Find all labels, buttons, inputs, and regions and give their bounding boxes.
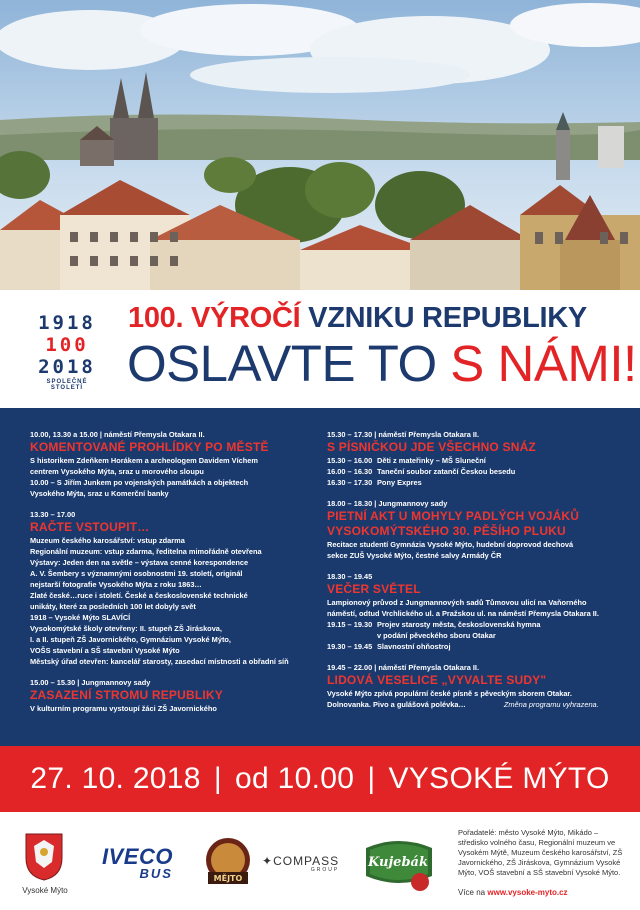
event-line: Recitace studentí Gymnázia Vysoké Mýto, hudební doprovod dechová [327, 540, 574, 549]
program-left-column [30, 430, 310, 725]
event-line: Městský úřad otevřen: kancelář starosty, zasedací místnosti a obřadní síň [30, 657, 289, 666]
schedule-text: v podání pěveckého sboru Otakar [377, 631, 496, 640]
separator: | [358, 762, 385, 795]
schedule-row [327, 641, 617, 652]
coat-of-arms-icon [24, 832, 64, 882]
schedule-time: 16.00 – 16.30 [327, 467, 373, 476]
event-title: LIDOVÁ VESELICE „VYVALTE SUDY" [327, 673, 547, 687]
event-line: I. a II. stupeň ZŠ Javornického, Gymnázium Vysoké Mýto, [30, 635, 231, 644]
event-title: RAČTE VSTOUPIT… [30, 520, 150, 534]
event-line: Regionální muzeum: vstup zdarma, ředitelna mimořádně otevřena [30, 547, 262, 556]
event-line: Vysokomýtské školy otevřeny: II. stupeň ZŠ Jiráskova, [30, 624, 222, 633]
logo-year-start: 1918 [38, 312, 96, 334]
schedule-time: 15.30 – 16.00 [327, 456, 373, 465]
event-folk-party [327, 663, 617, 710]
schedule-row [327, 630, 617, 641]
event-line: Výstavy: Jeden den na světle – výstava cenné korespondence [30, 558, 249, 567]
event-line: sekce ZUŠ Vysoké Mýto, čestné salvy Armády ČR [327, 551, 502, 560]
event-date: 27. 10. 2018 [30, 762, 201, 795]
program-change-note: Změna programu vyhrazena. [503, 700, 599, 709]
mejto-logo [204, 836, 252, 890]
compass-group-logo [262, 854, 339, 873]
event-place: VYSOKÉ MÝTO [388, 762, 610, 795]
title-band [0, 290, 640, 408]
event-line: A. V. Šembery s významnými osobnostmi 19. století, originál [30, 569, 243, 578]
program-right-column [327, 430, 617, 721]
event-line: VOŠS stavební a SŠ stavební Vysoké Mýto [30, 646, 180, 655]
schedule-text: Taneční soubor zatančí Českou besedu [377, 467, 516, 476]
event-meta: 10.00, 13.30 a 15.00 | náměstí Přemysla Otakara II. [30, 430, 205, 439]
logo-tagline: SPOLEČNÉ STOLETÍ [46, 379, 88, 391]
event-songs [327, 430, 617, 488]
event-open-doors [30, 510, 310, 667]
event-evening-lights [327, 572, 617, 652]
event-line: náměstí, odtud Vrchlického ul. a Pražskou ul. na náměstí Přemysla Otakara II. [327, 609, 599, 618]
date-bar [0, 746, 640, 812]
event-meta: 15.00 – 15.30 | Jungmannovy sady [30, 678, 151, 687]
town-panorama-photo [0, 0, 640, 290]
event-tree-planting [30, 678, 310, 714]
centenary-logo [30, 312, 104, 391]
compass-group-text: GROUP [310, 867, 340, 873]
event-meta: 18.30 – 19.45 [327, 572, 373, 581]
event-meta: 15.30 – 17.30 | náměstí Přemysla Otakara II. [327, 430, 480, 439]
schedule-row [327, 466, 617, 477]
coat-label: Vysoké Mýto [22, 886, 68, 895]
event-title: KOMENTOVANÉ PROHLÍDKY PO MĚSTĚ [30, 440, 269, 454]
event-time: od 10.00 [235, 762, 355, 795]
website-link[interactable]: www.vysoke-myto.cz [487, 888, 568, 897]
event-line-text: Dolnovanka. Pivo a gulášová polévka… [327, 700, 466, 709]
event-title: VEČER SVĚTEL [327, 582, 421, 596]
event-title-cont: VYSOKOMÝTSKÉHO 30. PĚŠÍHO PLUKU [327, 524, 566, 538]
sponsors-strip [0, 812, 640, 910]
event-line: 1918 – Vysoké Mýto SLAVÍCÍ [30, 613, 131, 622]
event-memorial [327, 499, 617, 561]
panorama-illustration [0, 0, 640, 290]
event-line: Zlaté české…ruce i století. České a československé technické [30, 591, 248, 600]
program-section [0, 408, 640, 746]
event-line: centrem Vysokého Mýta, sraz u morového sloupu [30, 467, 204, 476]
website-prefix: Více na [458, 888, 486, 897]
schedule-text: Projev starosty města, československá hymna [377, 620, 541, 629]
schedule-time: 19.15 – 19.30 [327, 620, 373, 629]
event-meta: 19.45 – 22.00 | náměstí Přemysla Otakara II. [327, 663, 480, 672]
schedule-text: Pony Expres [377, 478, 422, 487]
logo-year-end: 2018 [38, 356, 96, 378]
event-guided-tours [30, 430, 310, 499]
event-line: nejstarší fotografie Vysokého Mýta z roku 1863… [30, 580, 202, 589]
event-title: ZASAZENÍ STROMU REPUBLIKY [30, 688, 224, 702]
iveco-logo-text: IVECO [102, 844, 173, 869]
schedule-row [327, 477, 617, 488]
headline-with-us: S NÁMI! [450, 335, 637, 392]
schedule-row [327, 619, 617, 630]
schedule-time: 16.30 – 17.30 [327, 478, 373, 487]
event-title: PIETNÍ AKT U MOHYLY PADLÝCH VOJÁKŮ [327, 509, 580, 523]
event-meta: 13.30 – 17.00 [30, 510, 76, 519]
headline-celebrate: OSLAVTE TO [127, 335, 437, 392]
iveco-bus-logo [102, 844, 173, 881]
schedule-text: Slavnostní ohňostroj [377, 642, 451, 651]
event-line: unikáty, které za posledních 100 let dobyly svět [30, 602, 196, 611]
headline-anniversary: 100. VÝROČÍ [128, 302, 301, 334]
kujebak-logo [362, 836, 436, 894]
event-line: V kulturním programu vystoupí žáci ZŠ Javornického [30, 704, 217, 713]
event-line: Vysoké Mýto zpívá populární české písně s pěveckým sborem Otakar. [327, 689, 572, 698]
schedule-text: Děti z mateřinky – MŠ Sluneční [377, 456, 486, 465]
headline-line-1 [128, 302, 587, 335]
event-line [327, 699, 617, 710]
event-line: Muzeum českého karosářství: vstup zdarma [30, 536, 185, 545]
headline-line-2 [127, 334, 637, 393]
event-title: S PÍSNIČKOU JDE VŠECHNO SNÁZ [327, 440, 536, 454]
event-line: Lampionový průvod z Jungmannových sadů Tůmovou ulicí na Vaňorného [327, 598, 587, 607]
separator: | [205, 762, 231, 795]
compass-star-icon: ✦ [262, 854, 274, 868]
event-line: Vysokého Mýta, sraz u Komerční banky [30, 489, 169, 498]
kujebak-logo-text: Kujebák [368, 855, 428, 870]
organizers-text: Pořadatelé: město Vysoké Mýto, Mikádo – středisko volného času, Regionální muzeum ve Vysokém Mýtě, Muzeum českého karosářství, ZŠ Javornického, ZŠ Jiráskova, Gymnázium Vysoké Mýto, VOŠ stavební a SŠ stavební Vysoké Mýto. [458, 828, 623, 877]
event-line: S historikem Zdeňkem Horákem a archeologem Davidem Víchem [30, 456, 258, 465]
compass-logo-text: COMPASS [273, 854, 340, 868]
logo-centenary: 100 [45, 334, 89, 356]
schedule-time: 19.30 – 19.45 [327, 642, 373, 651]
mejto-logo-text: MĚJTO [213, 874, 243, 883]
bus-logo-text: BUS [139, 866, 173, 881]
event-meta: 18.00 – 18.30 | Jungmannovy sady [327, 499, 448, 508]
headline-republic: VZNIKU REPUBLIKY [308, 302, 587, 334]
event-line: 10.00 – S Jiřím Junkem po vojenských památkách a objektech [30, 478, 249, 487]
website-line [458, 888, 568, 897]
schedule-row [327, 455, 617, 466]
